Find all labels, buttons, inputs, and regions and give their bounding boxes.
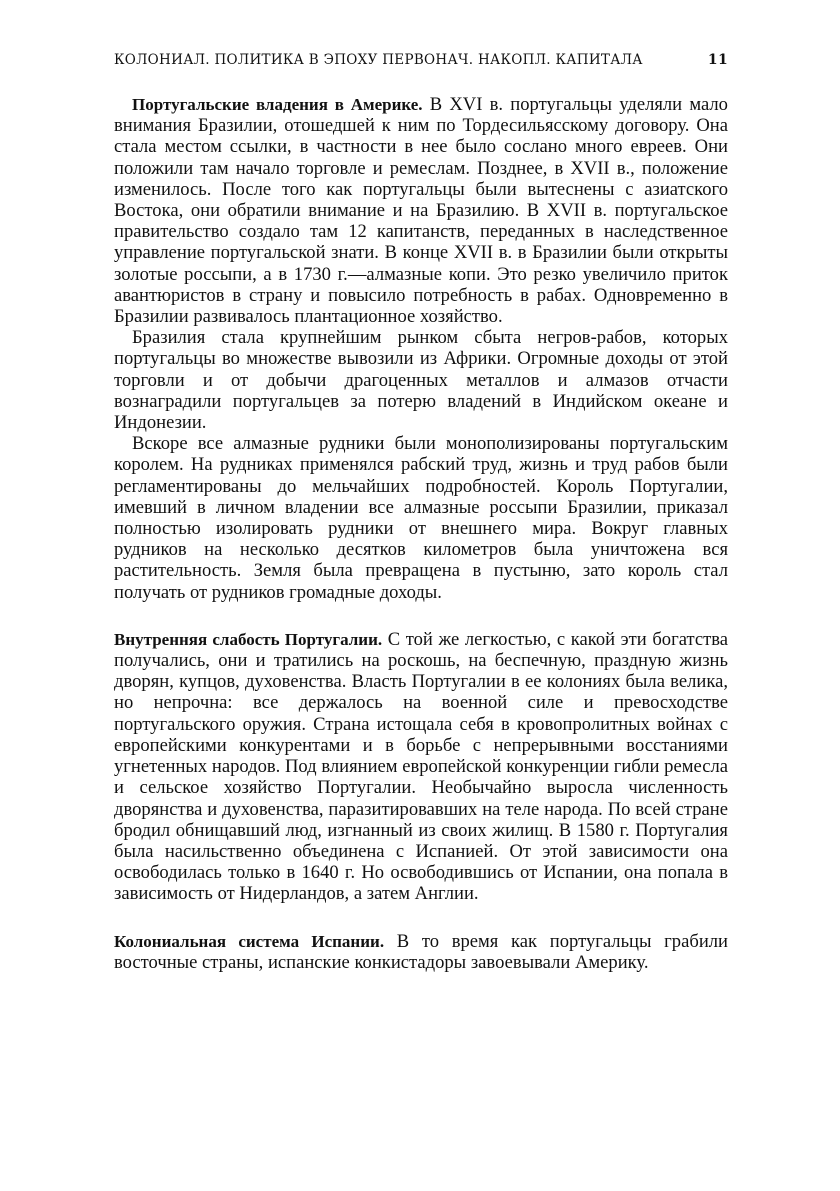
book-page <box>114 52 728 973</box>
paragraph-text: В XVI в. португальцы уделяли мало внимания Бразилии, отошедшей к ним по Тордесильясскому договору. Она стала местом ссылки, в частности в нее было сослано много евреев. Они положили там начало торговле и ремеслам. Позднее, в XVII в., положение изменилось. После того как португальцы были вытеснены с азиатского Востока, они обратили внимание и на Бразилию. В XVII в. португальское правительство создало там 12 капитанств, переданных в наследственное управление португальской знати. В конце XVII в. в Бразилии были открыты золотые россыпи, а в 1730 г.—алмазные копи. Это резко увеличило приток авантюристов в страну и повысило потребность в рабах. Одновременно в Бразилии развивалось плантационное хозяйство. <box>114 94 728 328</box>
section-heading: Внутренняя слабость Португалии. <box>114 629 383 649</box>
section-heading: Португальские владения в Америке. <box>132 95 423 114</box>
paragraph <box>114 629 728 905</box>
paragraph <box>114 94 728 327</box>
paragraph: Бразилия стала крупнейшим рынком сбыта негров-рабов, которых португальцы во множестве вывозили из Африки. Огромные доходы от этой торговли и от добычи драгоценных металлов и алмазов отчасти вознаградили португальцев за потерю владений в Индийском океане и Индонезии. <box>114 327 728 434</box>
running-head <box>114 52 728 68</box>
section-divider <box>114 603 728 629</box>
section-heading: Колониальная система Испании. <box>114 931 385 951</box>
paragraph-text: С той же легкостью, с какой эти богатства получались, они и тратились на роскошь, на беспечную, праздную жизнь дворян, купцов, духовенства. Власть Португалии в ее колониях была велика, но непрочна: все держалось на военной силе и превосходстве португальского оружия. Страна истощала себя в кровопролитных войнах с европейскими конкурентами и в борьбе с непрерывными восстаниями угнетенных народов. Под влиянием европейской конкуренции гибли ремесла и сельское хозяйство Португалии. Необычайно выросла численность дворянства и духовенства, паразитировавших на теле народа. По всей стране бродил обнищавший люд, изгнанный из своих жилищ. В 1580 г. Португалия была насильственно объединена с Испанией. От этой зависимости она освободилась только в 1640 г. Но освободившись от Испании, она попала в зависимость от Нидерландов, а затем Англии. <box>114 628 728 905</box>
paragraph: Вскоре все алмазные рудники были монополизированы португальским королем. На рудниках применялся рабский труд, жизнь и труд рабов были регламентированы до мельчайших подробностей. Король Португалии, имевший в личном владении все алмазные россыпи Бразилии, приказал полностью изолировать рудники от внешнего мира. Вокруг главных рудников на несколько десятков километров была уничтожена вся растительность. Земля была превращена в пустыню, зато король стал получать от рудников громадные доходы. <box>114 433 728 603</box>
paragraph <box>114 931 728 973</box>
paragraph-text: В то время как португальцы грабили восточные страны, испанские конкистадоры завоевывали Америку. <box>114 930 728 973</box>
section-portugal-america <box>114 94 728 603</box>
section-portugal-weakness <box>114 629 728 905</box>
section-divider <box>114 905 728 931</box>
section-spain-colonial <box>114 931 728 973</box>
running-title: КОЛОНИАЛ. ПОЛИТИКА В ЭПОХУ ПЕРВОНАЧ. НАКОПЛ. КАПИТАЛА <box>114 52 643 68</box>
page-number: 11 <box>707 52 728 68</box>
